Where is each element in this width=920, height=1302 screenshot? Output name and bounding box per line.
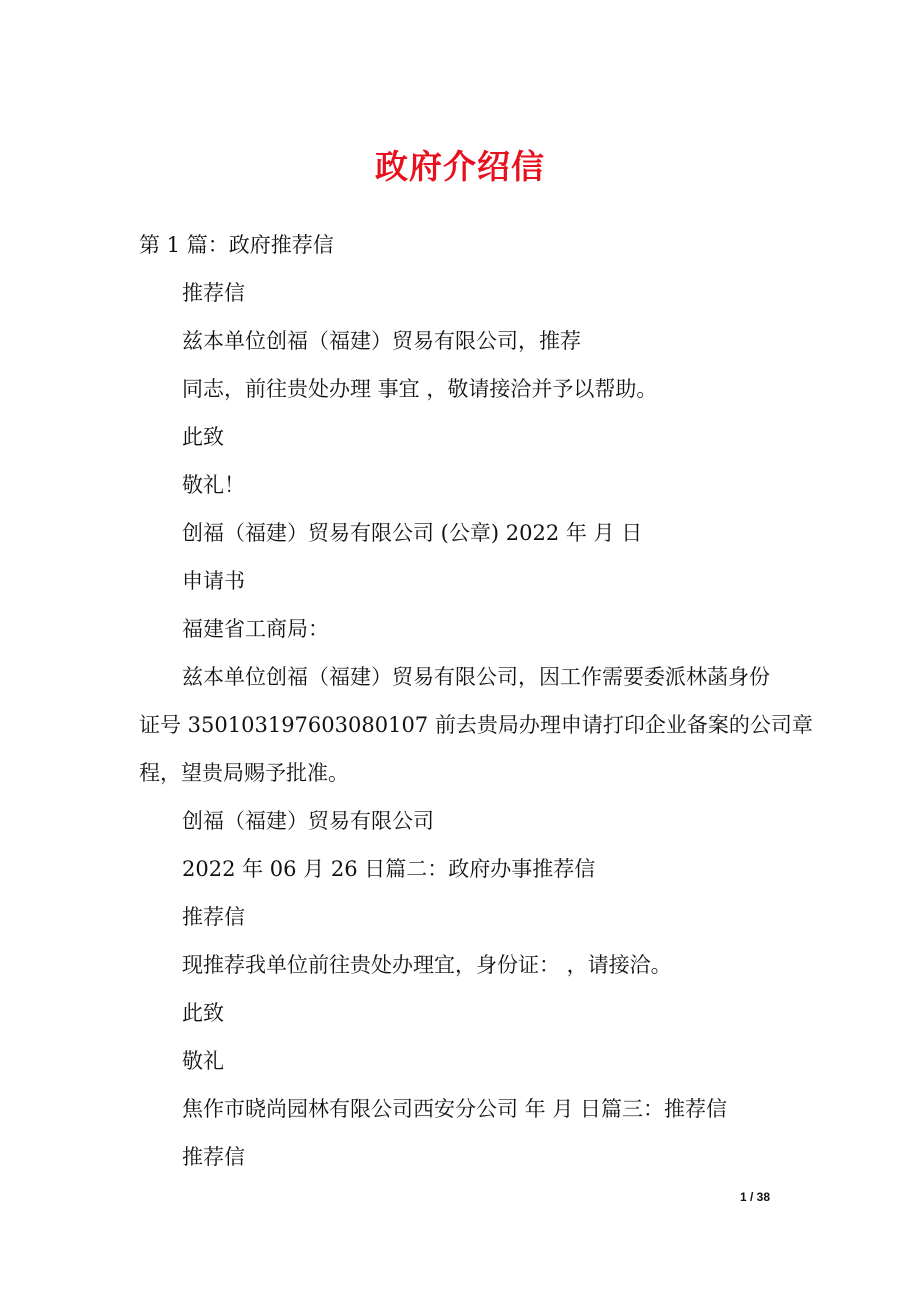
paragraph-line: 推荐信 (182, 905, 245, 929)
paragraph-line: 推荐信 (182, 1145, 245, 1169)
paragraph-line: 现推荐我单位前往贵处办理宜，身份证： ，请接洽。 (182, 953, 672, 977)
paragraph-line: 此致 (182, 1001, 224, 1025)
paragraph-line: 证号 350103197603080107 前去贵局办理申请打印企业备案的公司章 (139, 713, 813, 737)
paragraph-line: 同志，前往贵处办理 事宜 ，敬请接洽并予以帮助。 (182, 377, 658, 401)
section-heading: 第 1 篇：政府推荐信 (139, 233, 334, 257)
paragraph-line: 推荐信 (182, 281, 245, 305)
document-title: 政府介绍信 (375, 147, 545, 186)
paragraph-line: 兹本单位创福（福建）贸易有限公司，因工作需要委派林菡身份 (182, 665, 770, 689)
paragraph-line: 2022 年 06 月 26 日篇二：政府办事推荐信 (182, 857, 596, 881)
paragraph-line: 程，望贵局赐予批准。 (139, 761, 349, 785)
page-number: 1 / 38 (740, 1190, 771, 1204)
paragraph-line: 兹本单位创福（福建）贸易有限公司，推荐 (182, 329, 581, 353)
paragraph-line: 此致 (182, 425, 224, 449)
paragraph-line: 福建省工商局： (182, 617, 329, 641)
paragraph-line: 敬礼 (182, 1049, 224, 1073)
paragraph-line: 敬礼！ (182, 473, 245, 497)
paragraph-line: 焦作市晓尚园林有限公司西安分公司 年 月 日篇三：推荐信 (182, 1097, 728, 1121)
paragraph-line: 创福（福建）贸易有限公司 (182, 809, 434, 833)
paragraph-line: 创福（福建）贸易有限公司 (公章) 2022 年 月 日 (182, 521, 643, 545)
paragraph-line: 申请书 (182, 569, 245, 593)
